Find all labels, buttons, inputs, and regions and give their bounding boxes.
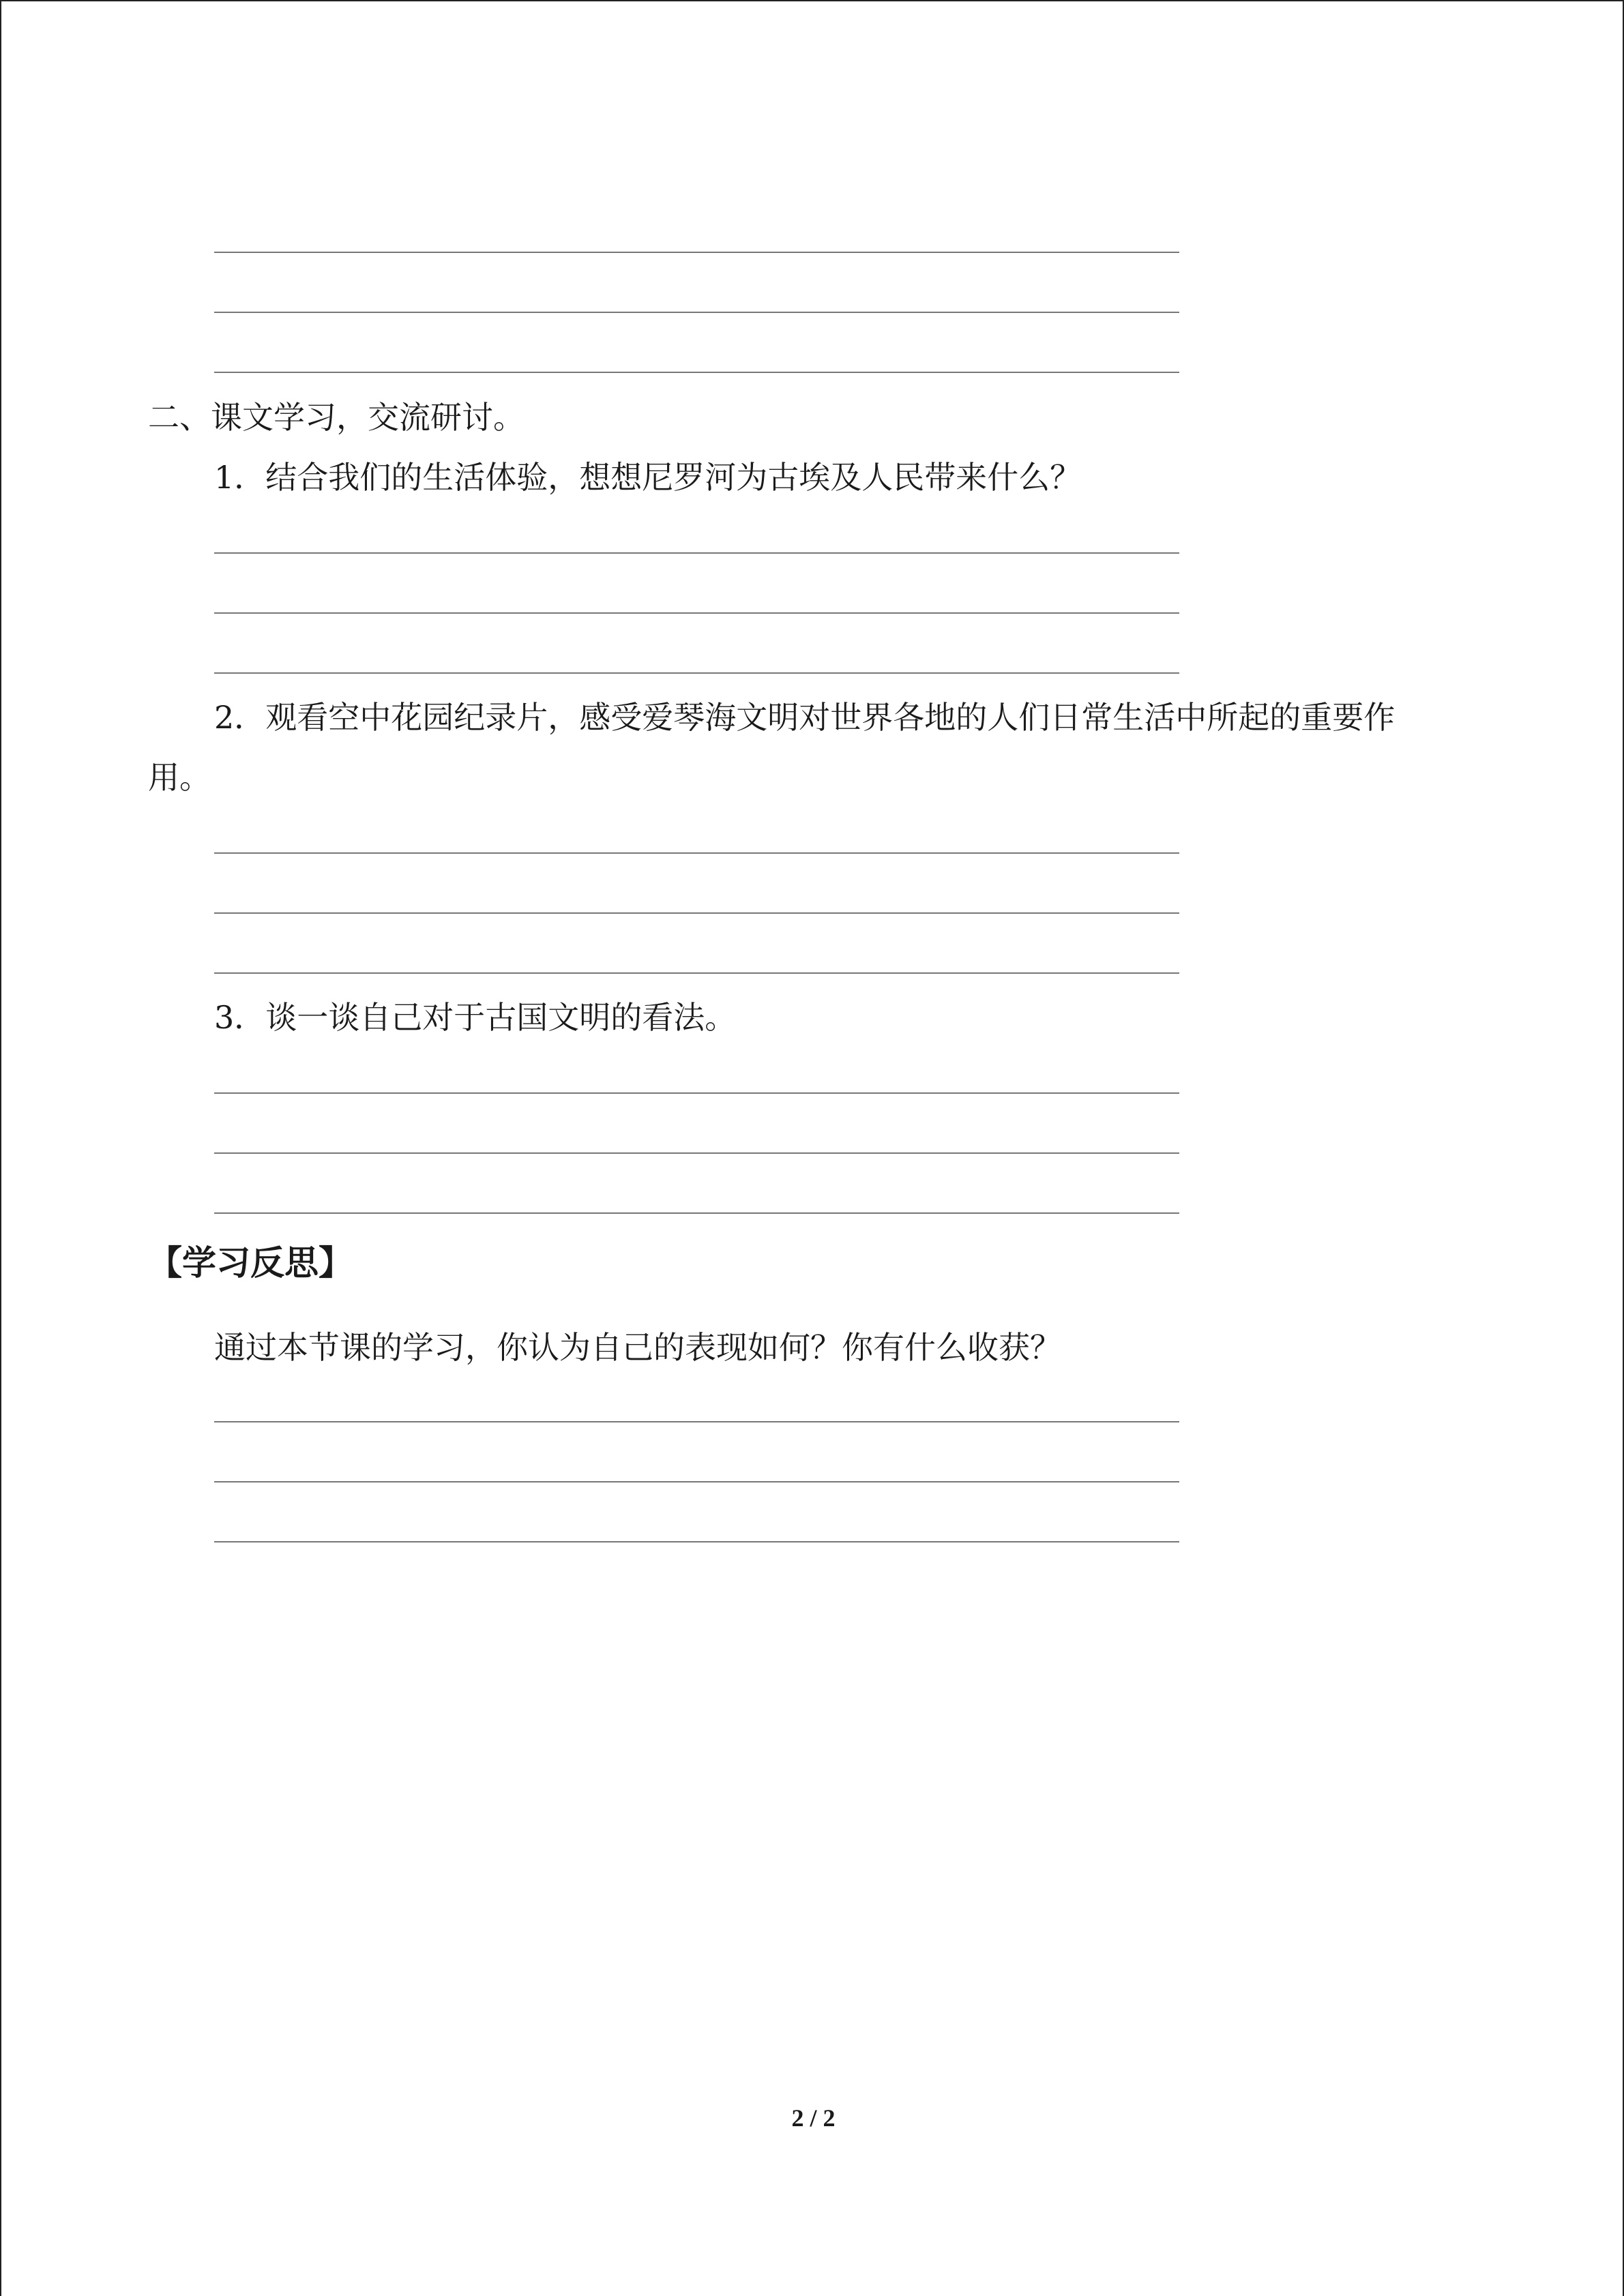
section-title: 二、课文学习，交流研讨。: [148, 399, 525, 436]
answer-line: [214, 1541, 1179, 1542]
answer-line: [214, 612, 1179, 614]
question-2-line-1: 2．观看空中花园纪录片，感受爱琴海文明对世界各地的人们日常生活中所起的重要作: [214, 699, 1396, 736]
answer-line: [214, 1421, 1179, 1422]
reflection-prompt: 通过本节课的学习，你认为自己的表现如何？你有什么收获？: [214, 1329, 1061, 1366]
answer-line: [214, 552, 1179, 554]
answer-line: [214, 852, 1179, 854]
answer-line: [214, 912, 1179, 914]
page-number: 2 / 2: [791, 2104, 836, 2132]
reflection-title: 【学习反思】: [148, 1243, 353, 1283]
answer-line: [214, 312, 1179, 313]
answer-line: [214, 1152, 1179, 1154]
question-1: 1．结合我们的生活体验，想想尼罗河为古埃及人民带来什么？: [214, 459, 1082, 496]
question-2-line-2: 用。: [148, 759, 211, 796]
answer-line: [214, 1092, 1179, 1094]
answer-line: [214, 252, 1179, 253]
answer-line: [214, 372, 1179, 373]
answer-line: [214, 1481, 1179, 1482]
answer-line: [214, 972, 1179, 974]
question-3: 3．谈一谈自己对于古国文明的看法。: [214, 999, 737, 1036]
answer-line: [214, 1212, 1179, 1214]
answer-line: [214, 672, 1179, 674]
